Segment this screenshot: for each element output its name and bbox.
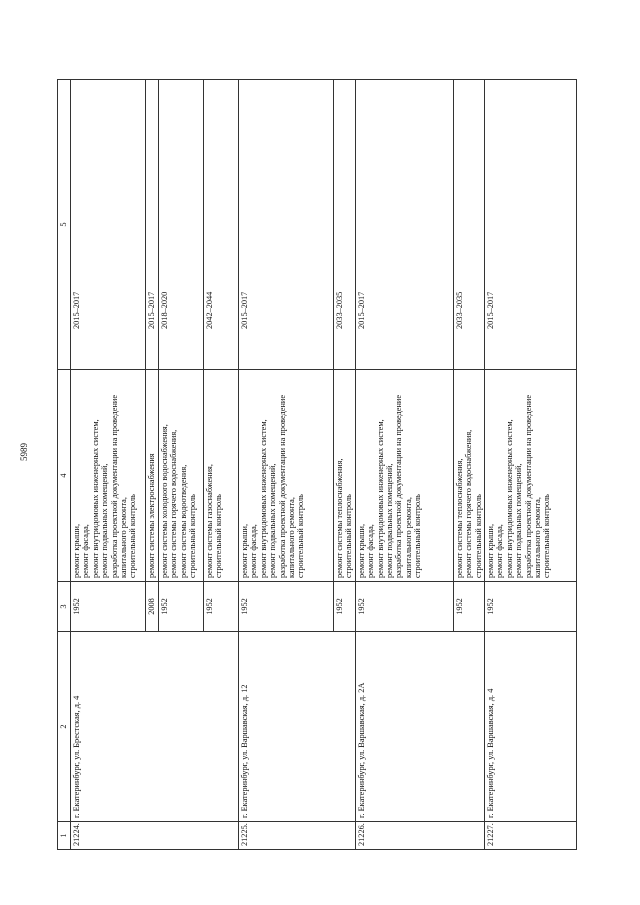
repair-schedule-table bbox=[57, 79, 577, 850]
entry-year: 2008 bbox=[146, 582, 159, 632]
entry-works: ремонт системы теплоснабжения, ремонт системы горячего водоснабжения, строительный контроль bbox=[453, 370, 484, 582]
entry-period: 2015–2017 bbox=[485, 80, 577, 370]
entry-year: 1952 bbox=[239, 582, 334, 632]
entry-period: 2015–2017 bbox=[146, 80, 159, 370]
entry-works: ремонт системы электроснабжения bbox=[146, 370, 159, 582]
page-number: 5989 bbox=[19, 443, 29, 461]
entry-id: 21224. bbox=[71, 822, 239, 850]
entry-period: 2015–2017 bbox=[239, 80, 334, 370]
rotated-table-container bbox=[57, 80, 583, 850]
entry-period: 2042–2044 bbox=[204, 80, 239, 370]
entry-year: 1952 bbox=[204, 582, 239, 632]
entry-works: ремонт крыши, ремонт фасада, ремонт внутридомовых инженерных систем, ремонт подвальных помещений, разработка проектной документации на проведение капитального ремонта, строительный контроль bbox=[485, 370, 577, 582]
entry-year: 1952 bbox=[71, 582, 146, 632]
entry-id: 21226. bbox=[355, 822, 484, 850]
table-row bbox=[71, 80, 146, 850]
entry-period: 2033–2035 bbox=[453, 80, 484, 370]
column-header: 4 bbox=[58, 370, 71, 582]
table-row bbox=[485, 80, 577, 850]
entry-period: 2033–2035 bbox=[334, 80, 356, 370]
entry-id: 21227. bbox=[485, 822, 577, 850]
column-header: 5 bbox=[58, 80, 71, 370]
column-header: 3 bbox=[58, 582, 71, 632]
entry-address: г. Екатеринбург, ул. Варшавская, д. 2А bbox=[355, 632, 484, 822]
entry-id: 21225. bbox=[239, 822, 356, 850]
entry-year: 1952 bbox=[485, 582, 577, 632]
entry-year: 1952 bbox=[355, 582, 453, 632]
table-row bbox=[239, 80, 334, 850]
entry-works: ремонт крыши, ремонт фасада, ремонт внутридомовых инженерных систем, ремонт подвальных помещений, разработка проектной документации на проведение капитального ремонта, строительный контроль bbox=[239, 370, 334, 582]
entry-works: ремонт системы холодного водоснабжения, ремонт системы горячего водоснабжения, ремонт системы водоотведения, строительный контроль bbox=[159, 370, 204, 582]
entry-works: ремонт системы газоснабжения, строительный контроль bbox=[204, 370, 239, 582]
entry-period: 2015–2017 bbox=[71, 80, 146, 370]
entry-period: 2018–2020 bbox=[159, 80, 204, 370]
entry-period: 2015–2017 bbox=[355, 80, 453, 370]
table-header-row bbox=[58, 80, 71, 850]
table-row bbox=[355, 80, 453, 850]
entry-works: ремонт крыши, ремонт фасада, ремонт внутридомовых инженерных систем, ремонт подвальных помещений, разработка проектной документации на проведение капитального ремонта, строительный контроль bbox=[71, 370, 146, 582]
entry-address: г. Екатеринбург, ул. Варшавская, д. 12 bbox=[239, 632, 356, 822]
entry-address: г. Екатеринбург, ул. Варшавская, д. 4 bbox=[485, 632, 577, 822]
entry-works: ремонт системы теплоснабжения, строительный контроль bbox=[334, 370, 356, 582]
entry-year: 1952 bbox=[334, 582, 356, 632]
column-header: 2 bbox=[58, 632, 71, 822]
entry-works: ремонт крыши, ремонт фасада, ремонт внутридомовых инженерных систем, ремонт подвальных помещений, разработка проектной документации на проведение капитального ремонта, строительный контроль bbox=[355, 370, 453, 582]
column-header: 1 bbox=[58, 822, 71, 850]
entry-year: 1952 bbox=[453, 582, 484, 632]
entry-address: г. Екатеринбург, ул. Брестская, д. 4 bbox=[71, 632, 239, 822]
entry-year: 1952 bbox=[159, 582, 204, 632]
